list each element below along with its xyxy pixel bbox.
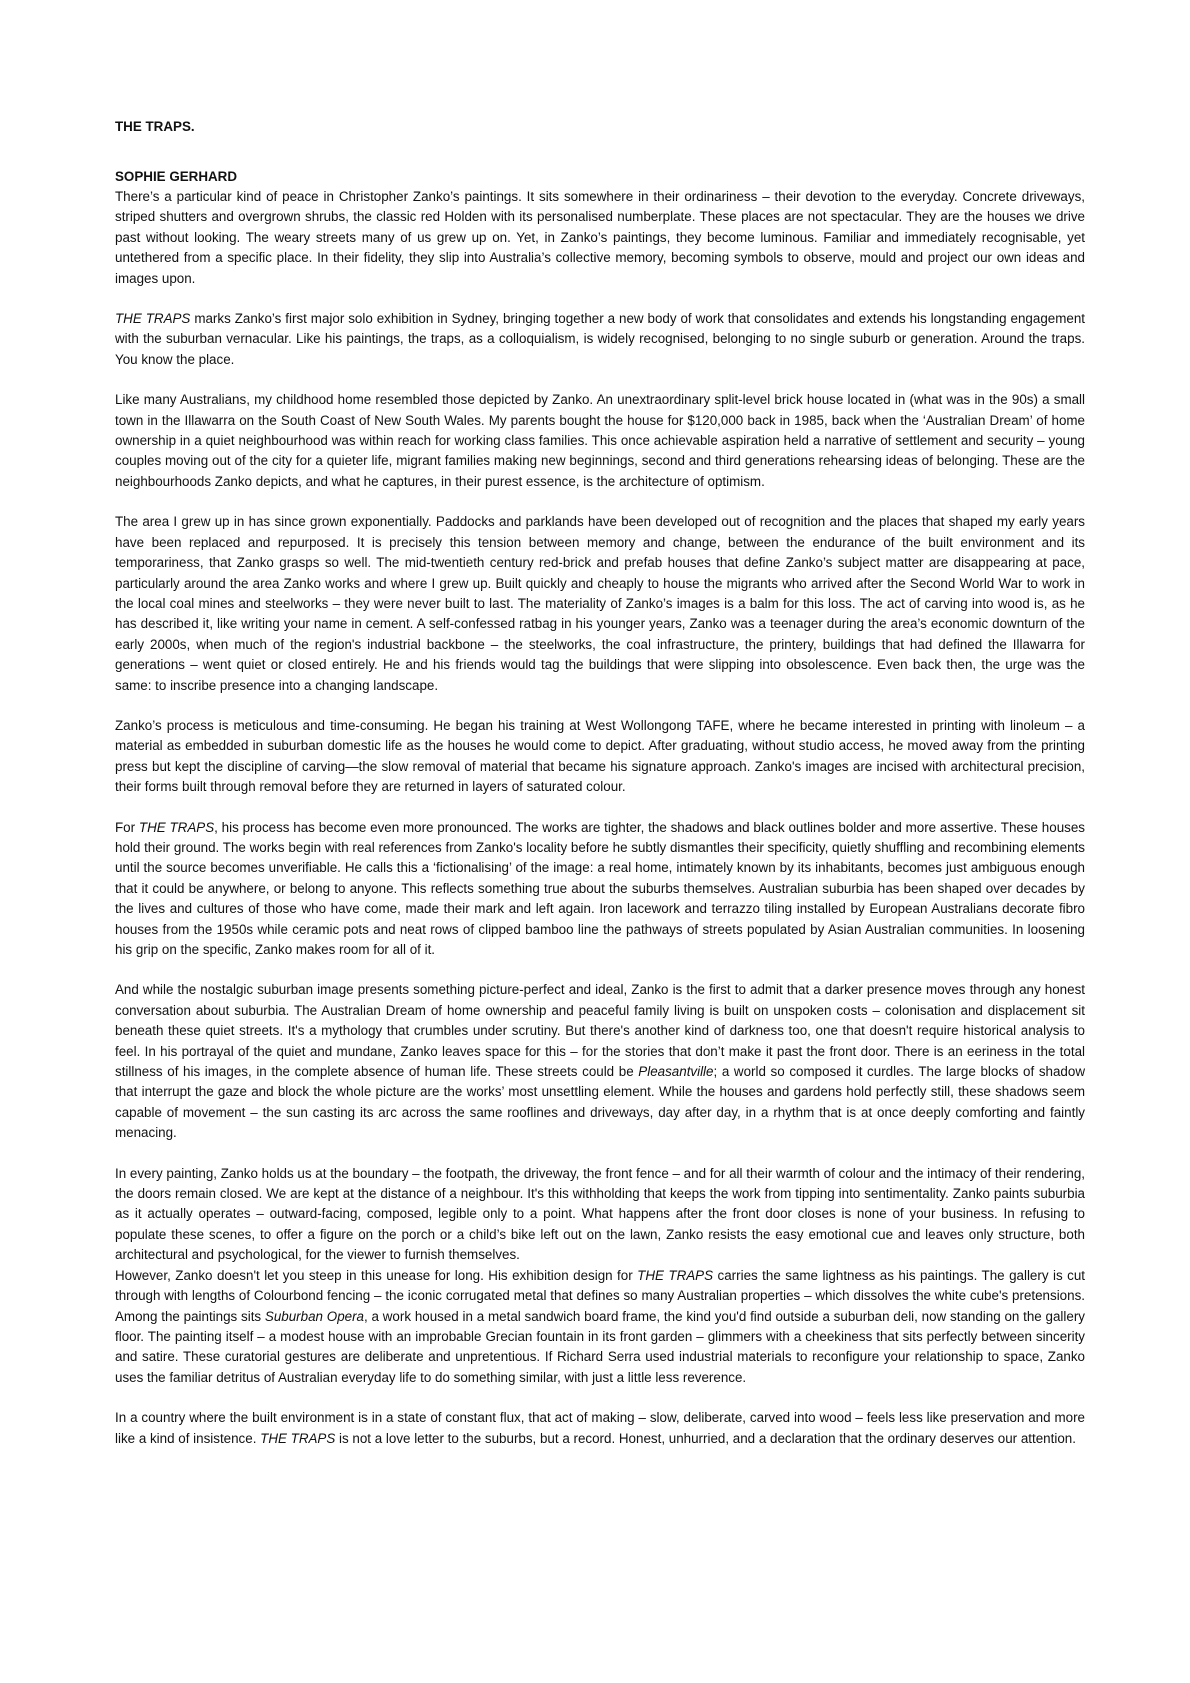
body-paragraph <box>115 818 1085 961</box>
paragraph-text: ; a world so composed it curdles. The large blocks of shadow that interrupt the gaze and block the whole picture are the works’ most unsettling element. While the houses and gardens hold perfectly still, these shadows seem capable of movement – the sun casting its arc across the same rooflines and driveways, day after day, in a rhythm that is at once deeply comforting and faintly menacing. <box>115 1064 1085 1141</box>
italic-title-text: Suburban Opera <box>264 1308 364 1324</box>
paragraph-text: Like many Australians, my childhood home resembled those depicted by Zanko. An unextraordinary split-level brick house located in (what was in the 90s) a small town in the Illawarra on the South Coast of New South Wales. My parents bought the house for $120,000 back in 1985, back when the ‘Australian Dream’ of home ownership in a quiet neighbourhood was within reach for working class families. This once achievable aspiration held a narrative of settlement and security – young couples moving out of the city for a quieter life, migrant families making new beginnings, second and third generations rehearsing ideas of belonging. These are the neighbourhoods Zanko depicts, and what he captures, in their purest essence, is the architecture of optimism. <box>115 392 1085 489</box>
paragraph-text: In every painting, Zanko holds us at the boundary – the footpath, the driveway, the front fence – and for all their warmth of colour and the intimacy of their rendering, the doors remain closed. We are kept at the distance of a neighbour. It's this withholding that keeps the work from tipping into sentimentality. Zanko paints suburbia as it actually operates – outward-facing, composed, legible only to a point. What happens after the front door closes is none of your business. In refusing to populate these scenes, to offer a figure on the porch or a child’s bike left out on the lawn, Zanko resists the easy emotional cue and leaves only structure, both architectural and psychological, for the viewer to furnish themselves. <box>115 1165 1085 1263</box>
paragraph-text: , a work housed in a metal sandwich board frame, the kind you'd find outside a suburban deli, now standing on the gallery floor. The painting itself – a modest house with an improbable Grecian fountain in its front garden – glimmers with a cheekiness that sits perfectly between sincerity and satire. These curatorial gestures are deliberate and unpretentious. If Richard Serra used industrial materials to reconfigure your relationship to space, Zanko uses the familiar detritus of Australian everyday life to do something similar, with just a little less reverence. <box>115 1308 1085 1385</box>
body-paragraph <box>115 187 1085 289</box>
article-body <box>115 187 1085 1449</box>
body-paragraph <box>115 1266 1085 1388</box>
italic-title-text: THE TRAPS <box>138 819 215 835</box>
paragraph-text: In a country where the built environment is in a state of constant flux, that act of making – slow, deliberate, carved into wood – feels less like preservation and more like a kind of insistence. <box>115 1410 1085 1446</box>
paragraph-text: However, Zanko doesn't let you steep in this unease for long. His exhibition design for <box>115 1267 638 1283</box>
paragraph-text: , his process has become even more pronounced. The works are tighter, the shadows and black outlines bolder and more assertive. These houses hold their ground. The works begin with real references from Zanko's locality before he subtly dismantles their specificity, quietly shuffling and recombining elements until the source becomes unverifiable. He calls this a ‘fictionalising’ of the image: a real home, intimately known by its inhabitants, becomes just ambiguous enough that it could be anywhere, or belong to anyone. This reflects something true about the suburbs themselves. Australian suburbia has been shaped over decades by the lives and cultures of those who have come, made their mark and left again. Iron lacework and terrazzo tiling installed by European Australians decorate fibro houses from the 1950s while ceramic pots and neat rows of clipped bamboo line the pathways of streets populated by Asian Australian communities. In loosening his grip on the specific, Zanko makes room for all of it. <box>115 819 1085 957</box>
body-paragraph <box>115 512 1085 696</box>
body-paragraph <box>115 716 1085 798</box>
body-paragraph <box>115 980 1085 1143</box>
italic-title-text: THE TRAPS <box>115 311 191 327</box>
author-name: SOPHIE GERHARD <box>115 169 238 184</box>
body-paragraph <box>115 390 1085 492</box>
body-paragraph <box>115 1164 1085 1266</box>
paragraph-text: The area I grew up in has since grown exponentially. Paddocks and parklands have been developed out of recognition and the places that shaped my early years have been replaced and repurposed. It is precisely this tension between memory and change, between the endurance of the built environment and its temporariness, that Zanko grasps so well. The mid-twentieth century red-brick and prefab houses that define Zanko’s subject matter are disappearing at pace, particularly around the area Zanko works and where I grew up. Built quickly and cheaply to house the migrants who arrived after the Second World War to work in the local coal mines and steelworks – they were never built to last. The materiality of Zanko’s images is a balm for this loss. The act of carving into wood is, as he has described it, like writing your name in cement. A self-confessed ratbag in his younger years, Zanko was a teenager during the area’s economic downturn of the early 2000s, when much of the region's industrial backbone – the steelworks, the coal infrastructure, the printery, buildings that had defined the Illawarra for generations – went quiet or closed entirely. He and his friends would tag the buildings that were slipping into obsolescence. Even back then, the urge was the same: to inscribe presence into a changing landscape. <box>115 514 1085 693</box>
paragraph-text: is not a love letter to the suburbs, but a record. Honest, unhurried, and a declaration that the ordinary deserves our attention. <box>335 1430 1076 1446</box>
body-paragraph <box>115 309 1085 370</box>
paragraph-text: There’s a particular kind of peace in Christopher Zanko’s paintings. It sits somewhere in their ordinariness – their devotion to the everyday. Concrete driveways, striped shutters and overgrown shrubs, the classic red Holden with its personalised numberplate. These places are not spectacular. They are the houses we drive past without looking. The weary streets many of us grew up on. Yet, in Zanko’s paintings, they become luminous. Familiar and immediately recognisable, yet untethered from a specific place. In their fidelity, they slip into Australia’s collective memory, becoming symbols to observe, mould and project our own ideas and images upon. <box>115 189 1085 286</box>
paragraph-text: carries the same lightness as his paintings. The gallery is cut through with lengths of Colourbond fencing – the iconic corrugated metal that defines so many Australian properties – which dissolves the white cube's pretensions. Among the paintings sits <box>115 1267 1085 1324</box>
document-page <box>115 117 1085 1469</box>
italic-title-text: Pleasantville <box>638 1064 714 1080</box>
body-paragraph <box>115 1408 1085 1449</box>
italic-title-text: THE TRAPS <box>260 1430 336 1446</box>
paragraph-text: marks Zanko’s first major solo exhibition in Sydney, bringing together a new body of work that consolidates and extends his longstanding engagement with the suburban vernacular. Like his paintings, the traps, as a colloquialism, is widely recognised, belonging to no single suburb or generation. Around the traps. You know the place. <box>115 311 1085 367</box>
italic-title-text: THE TRAPS <box>637 1267 714 1283</box>
paragraph-text: And while the nostalgic suburban image presents something picture-perfect and ideal, Zanko is the first to admit that a darker presence moves through any honest conversation about suburbia. The Australian Dream of home ownership and peaceful family living is built on unspoken costs – colonisation and displacement sit beneath these quiet streets. It's a mythology that crumbles under scrutiny. But there's another kind of darkness too, one that doesn't require historical analysis to feel. In his portrayal of the quiet and mundane, Zanko leaves space for this – for the stories that don’t make it past the front door. There is an eeriness in the total stillness of his images, in the complete absence of human life. These streets could be <box>115 982 1085 1080</box>
paragraph-text: Zanko’s process is meticulous and time-consuming. He began his training at West Wollongong TAFE, where he became interested in printing with linoleum – a material as embedded in suburban domestic life as the houses he would come to depict. After graduating, without studio access, he moved away from the printing press but kept the discipline of carving—the slow removal of material that became his signature approach. Zanko's images are incised with architectural precision, their forms built through removal before they are returned in layers of saturated colour. <box>115 717 1085 795</box>
document-title: THE TRAPS. <box>115 119 195 134</box>
paragraph-text: For <box>115 819 139 835</box>
